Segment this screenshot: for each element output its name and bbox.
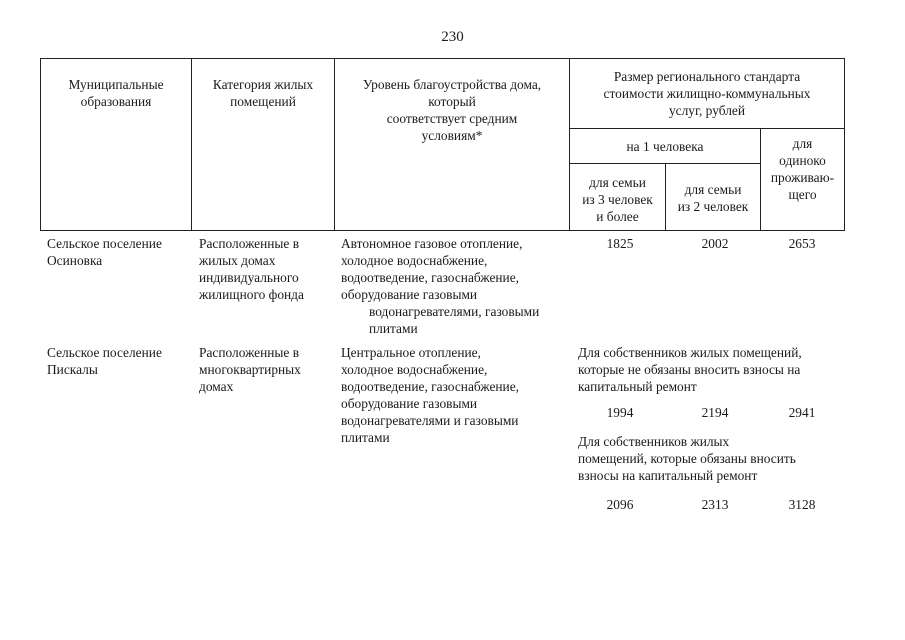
- row-amenities-line: Автономное газовое отопление,: [341, 236, 523, 251]
- value-single: 3128: [788, 497, 816, 512]
- table-header-bottom-border: [40, 230, 845, 231]
- page-number: 230: [441, 29, 464, 45]
- header-amenities-line: Уровень благоустройства дома,: [362, 77, 542, 92]
- row-amenities-line: Центральное отопление,: [341, 345, 481, 360]
- group-note-line: Для собственников жилых: [578, 434, 730, 449]
- row-amenities-line: водоотведение, газоснабжение,: [341, 379, 520, 394]
- row-category: [199, 235, 334, 303]
- header-family-3-line: для семьи: [589, 175, 646, 190]
- subheader-rule: [569, 128, 845, 129]
- row-municipality-line: Сельское поселение: [47, 345, 162, 360]
- value-single: 2653: [788, 236, 816, 251]
- header-category-line: помещений: [230, 94, 296, 109]
- row-amenities-line: оборудование газовыми: [341, 287, 478, 302]
- group-note: [578, 344, 844, 395]
- header-single-line: проживаю-: [770, 170, 835, 185]
- header-family-3-line: и более: [596, 209, 639, 224]
- group-note: [578, 433, 844, 484]
- row-amenities-line: плитами: [369, 321, 418, 336]
- header-municipality: [41, 76, 191, 110]
- value-family-2: 2313: [701, 497, 729, 512]
- value-single: 2941: [788, 405, 816, 420]
- value-family-3: 2096: [606, 497, 634, 512]
- header-family-2: [666, 181, 760, 215]
- row-category-line: Расположенные в: [199, 236, 300, 251]
- header-standard-line: Размер регионального стандарта: [613, 69, 801, 84]
- value-family-2: 2002: [701, 236, 729, 251]
- row-amenities-line: холодное водоснабжение,: [341, 362, 488, 377]
- header-single-line: для: [792, 136, 813, 151]
- header-standard-line: услуг, рублей: [668, 103, 745, 118]
- header-category: [192, 76, 334, 110]
- row-municipality-line: Сельское поселение: [47, 236, 162, 251]
- row-amenities-line: оборудование газовыми: [341, 396, 478, 411]
- row-category-line: многоквартирных: [199, 362, 301, 377]
- row-municipality: [47, 235, 192, 269]
- table-right-border: [844, 58, 845, 231]
- row-category-line: жилых домах: [199, 253, 276, 268]
- header-amenities-line: условиям*: [421, 128, 483, 143]
- row-amenities-line: водоотведение, газоснабжение,: [341, 270, 520, 285]
- header-single: [761, 135, 844, 203]
- row-category-line: индивидуального: [199, 270, 299, 285]
- header-amenities-line: который: [428, 94, 476, 109]
- header-family-3-line: из 3 человек: [582, 192, 653, 207]
- header-single-line: одиноко: [779, 153, 826, 168]
- header-family-2-line: для семьи: [684, 182, 742, 197]
- header-per-person: на 1 человека: [626, 139, 704, 154]
- row-municipality: [47, 344, 192, 378]
- group-note-line: взносы на капитальный ремонт: [578, 468, 758, 483]
- group-note-line: которые не обязаны вносить взносы на: [578, 362, 801, 377]
- header-standard-line: стоимости жилищно-коммунальных: [603, 86, 811, 101]
- header-amenities-line: соответствует средним: [386, 111, 518, 126]
- row-municipality-line: Осиновка: [47, 253, 103, 268]
- group-note-line: капитальный ремонт: [578, 379, 697, 394]
- header-category-line: Категория жилых: [212, 77, 314, 92]
- row-amenities: [341, 235, 569, 337]
- header-standard-size: [570, 68, 844, 119]
- row-category-line: домах: [199, 379, 234, 394]
- group-note-line: Для собственников жилых помещений,: [578, 345, 802, 360]
- value-family-3: 1994: [606, 405, 634, 420]
- row-category-line: Расположенные в: [199, 345, 300, 360]
- group-note-line: помещений, которые обязаны вносить: [578, 451, 796, 466]
- header-single-line: щего: [788, 187, 817, 202]
- table-top-border: [40, 58, 845, 59]
- header-amenities: [335, 76, 569, 144]
- header-family-2-line: из 2 человек: [677, 199, 749, 214]
- row-category-line: жилищного фонда: [199, 287, 304, 302]
- value-family-2: 2194: [701, 405, 729, 420]
- header-family-3: [570, 174, 665, 225]
- row-amenities-line: холодное водоснабжение,: [341, 253, 488, 268]
- row-amenities-line: водонагревателями и газовыми: [341, 413, 519, 428]
- value-family-3: 1825: [606, 236, 634, 251]
- row-amenities: [341, 344, 569, 446]
- row-amenities-line: водонагревателями, газовыми: [369, 304, 540, 319]
- row-category: [199, 344, 334, 395]
- row-amenities-line: плитами: [341, 430, 390, 445]
- header-municipality-line: образования: [80, 94, 152, 109]
- header-municipality-line: Муниципальные: [68, 77, 164, 92]
- row-municipality-line: Пискалы: [47, 362, 98, 377]
